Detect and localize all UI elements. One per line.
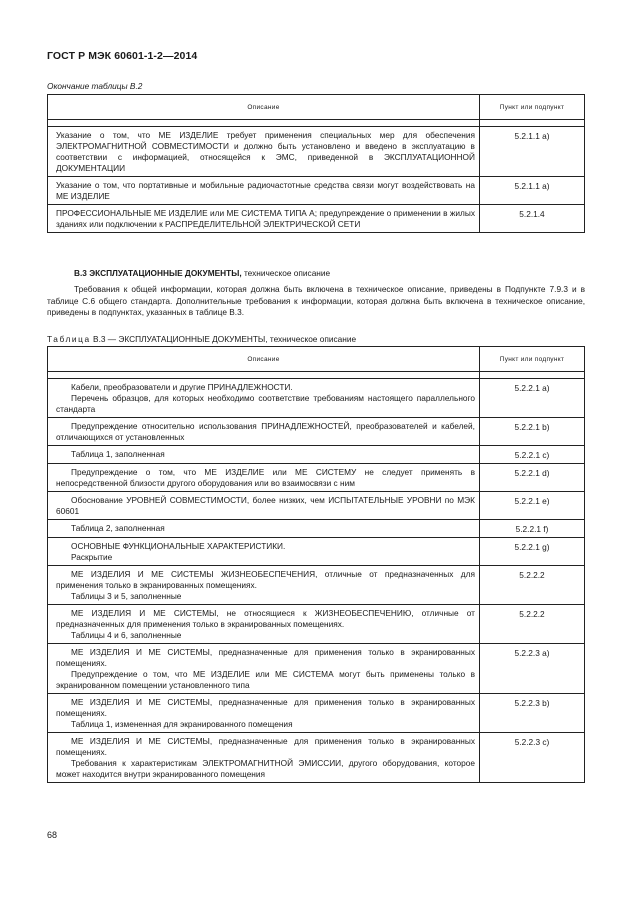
table-b3 xyxy=(47,346,585,783)
table-row xyxy=(48,379,585,418)
description-cell xyxy=(48,177,480,205)
description-line: Указание о том, что портативные и мобильные радиочастотные средства связи могут воздействовать на МЕ ИЗДЕЛИЕ xyxy=(56,180,475,201)
description-cell xyxy=(48,644,480,694)
description-line: Таблица 1, заполненная xyxy=(71,449,165,459)
clause-cell: 5.2.1.1 a) xyxy=(479,127,584,177)
description-line: Указание о том, что МЕ ИЗДЕЛИЕ требует применения специальных мер для обеспечения ЭЛЕКТРОМАГНИТНОЙ СОВМЕСТИМОСТИ и должно быть установлено и введено в эксплуатацию в соответствии с информацией, относящейся к ЭМС, приведенной в ЭКСПЛУАТАЦИОННОЙ ДОКУМЕНТАЦИИ xyxy=(56,130,475,173)
table-row xyxy=(48,205,585,233)
table-b2-caption: Окончание таблицы В.2 xyxy=(47,81,143,91)
table-row xyxy=(48,446,585,464)
clause-cell: 5.2.1.4 xyxy=(479,205,584,233)
column-header-clause: Пункт или подпункт xyxy=(479,95,584,120)
table-b3-body xyxy=(48,372,585,783)
description-line: ОСНОВНЫЕ ФУНКЦИОНАЛЬНЫЕ ХАРАКТЕРИСТИКИ. xyxy=(71,541,286,551)
table-row xyxy=(48,733,585,783)
section-heading xyxy=(74,268,330,278)
column-header-description: Описание xyxy=(48,95,480,120)
description-line: МЕ ИЗДЕЛИЯ И МЕ СИСТЕМЫ, не относящиеся к ЖИЗНЕОБЕСПЕЧЕНИЮ, отличные от предназначенных для применения только в экранированных помещениях. xyxy=(56,608,475,629)
description-cell xyxy=(48,418,480,446)
description-line: Предупреждение о том, что МЕ ИЗДЕЛИЕ или МЕ СИСТЕМУ не следует применять в непосредственной близости другого оборудования или во взаимосвязи с ним xyxy=(56,467,475,488)
table-row xyxy=(48,644,585,694)
description-cell xyxy=(48,127,480,177)
description-cell xyxy=(48,379,480,418)
description-line: Раскрытие xyxy=(71,552,113,562)
table-b2 xyxy=(47,94,585,233)
description-cell xyxy=(48,605,480,644)
description-line: Предупреждение о том, что МЕ ИЗДЕЛИЕ или МЕ СИСТЕМА могут быть применены только в экранированном помещении установленного типа xyxy=(56,669,475,690)
column-header-description: Описание xyxy=(48,347,480,372)
table-row xyxy=(48,566,585,605)
section-heading-main: В.3 ЭКСПЛУАТАЦИОННЫЕ ДОКУМЕНТЫ, xyxy=(74,268,242,278)
section-paragraph: Требования к общей информации, которая должна быть включена в техническое описание, приведены в Подпункте 7.9.3 и в таблице С.6 общего стандарта. Дополнительные требования к информации, которая должна быть включена в техническое описание, приведены в подпунктах, указанных в таблице В.3. xyxy=(47,284,585,317)
clause-cell: 5.2.2.2 xyxy=(479,566,584,605)
description-line: Таблица 1, измененная для экранированного помещения xyxy=(71,719,293,729)
description-line: Таблицы 4 и 6, заполненные xyxy=(71,630,182,640)
clause-cell: 5.2.2.3 b) xyxy=(479,694,584,733)
description-cell xyxy=(48,538,480,566)
table-row xyxy=(48,605,585,644)
clause-cell: 5.2.2.1 b) xyxy=(479,418,584,446)
document-header: ГОСТ Р МЭК 60601-1-2—2014 xyxy=(47,50,198,62)
column-header-clause: Пункт или подпункт xyxy=(479,347,584,372)
table-row xyxy=(48,177,585,205)
clause-cell: 5.2.2.1 c) xyxy=(479,446,584,464)
clause-cell: 5.2.2.1 f) xyxy=(479,520,584,538)
clause-cell: 5.2.2.3 a) xyxy=(479,644,584,694)
table-row xyxy=(48,538,585,566)
table-row xyxy=(48,418,585,446)
section-heading-suffix: техническое описание xyxy=(241,268,331,278)
description-line: Таблицы 3 и 5, заполненные xyxy=(71,591,182,601)
description-line: Требования к характеристикам ЭЛЕКТРОМАГНИТНОЙ ЭМИССИИ, другого оборудования, которое может находится внутри экранированного помещения xyxy=(56,758,475,779)
description-cell xyxy=(48,492,480,520)
description-cell xyxy=(48,520,480,538)
description-cell xyxy=(48,205,480,233)
clause-cell: 5.2.2.1 a) xyxy=(479,379,584,418)
description-line: МЕ ИЗДЕЛИЯ И МЕ СИСТЕМЫ, предназначенные для применения только в экранированных помещениях. xyxy=(56,736,475,757)
table-b3-caption-prefix: Таблица xyxy=(47,334,91,344)
clause-cell: 5.2.2.3 c) xyxy=(479,733,584,783)
table-row xyxy=(48,464,585,492)
description-line: Таблица 2, заполненная xyxy=(71,523,165,533)
description-line: ПРОФЕССИОНАЛЬНЫЕ МЕ ИЗДЕЛИЕ или МЕ СИСТЕМА ТИПА А; предупреждение о применении в жилых зданиях или подключении к РАСПРЕДЕЛИТЕЛЬНОЙ ЭЛЕКТРИЧЕСКОЙ СЕТИ xyxy=(56,208,475,229)
page-number: 68 xyxy=(47,830,58,840)
clause-cell: 5.2.2.1 e) xyxy=(479,492,584,520)
clause-cell: 5.2.2.1 g) xyxy=(479,538,584,566)
description-line: Предупреждение относительно использования ПРИНАДЛЕЖНОСТЕЙ, преобразователей и кабелей, отличающихся от установленных xyxy=(56,421,475,442)
table-b2-body xyxy=(48,120,585,233)
description-cell xyxy=(48,566,480,605)
description-line: Обоснование УРОВНЕЙ СОВМЕСТИМОСТИ, более низких, чем ИСПЫТАТЕЛЬНЫЕ УРОВНИ по МЭК 60601 xyxy=(56,495,475,516)
table-spacer-row xyxy=(48,372,585,379)
table-b3-caption-text: В.3 — ЭКСПЛУАТАЦИОННЫЕ ДОКУМЕНТЫ, техническое описание xyxy=(90,334,357,344)
table-spacer-row xyxy=(48,120,585,127)
description-line: Кабели, преобразователи и другие ПРИНАДЛЕЖНОСТИ. xyxy=(71,382,293,392)
description-cell xyxy=(48,733,480,783)
description-cell xyxy=(48,464,480,492)
table-row xyxy=(48,520,585,538)
clause-cell: 5.2.2.2 xyxy=(479,605,584,644)
description-line: МЕ ИЗДЕЛИЯ И МЕ СИСТЕМЫ ЖИЗНЕОБЕСПЕЧЕНИЯ, отличные от предназначенных для применения только в экранированных помещениях. xyxy=(56,569,475,590)
table-b3-caption xyxy=(47,334,356,344)
table-row xyxy=(48,694,585,733)
table-row xyxy=(48,127,585,177)
clause-cell: 5.2.2.1 d) xyxy=(479,464,584,492)
description-line: Перечень образцов, для которых необходимо соответствие требованиям настоящего параллельного стандарта xyxy=(56,393,475,414)
table-row xyxy=(48,492,585,520)
description-line: МЕ ИЗДЕЛИЯ И МЕ СИСТЕМЫ, предназначенные для применения только в экранированных помещениях. xyxy=(56,697,475,718)
description-line: МЕ ИЗДЕЛИЯ И МЕ СИСТЕМЫ, предназначенные для применения только в экранированных помещениях. xyxy=(56,647,475,668)
description-cell xyxy=(48,694,480,733)
clause-cell: 5.2.1.1 a) xyxy=(479,177,584,205)
description-cell xyxy=(48,446,480,464)
